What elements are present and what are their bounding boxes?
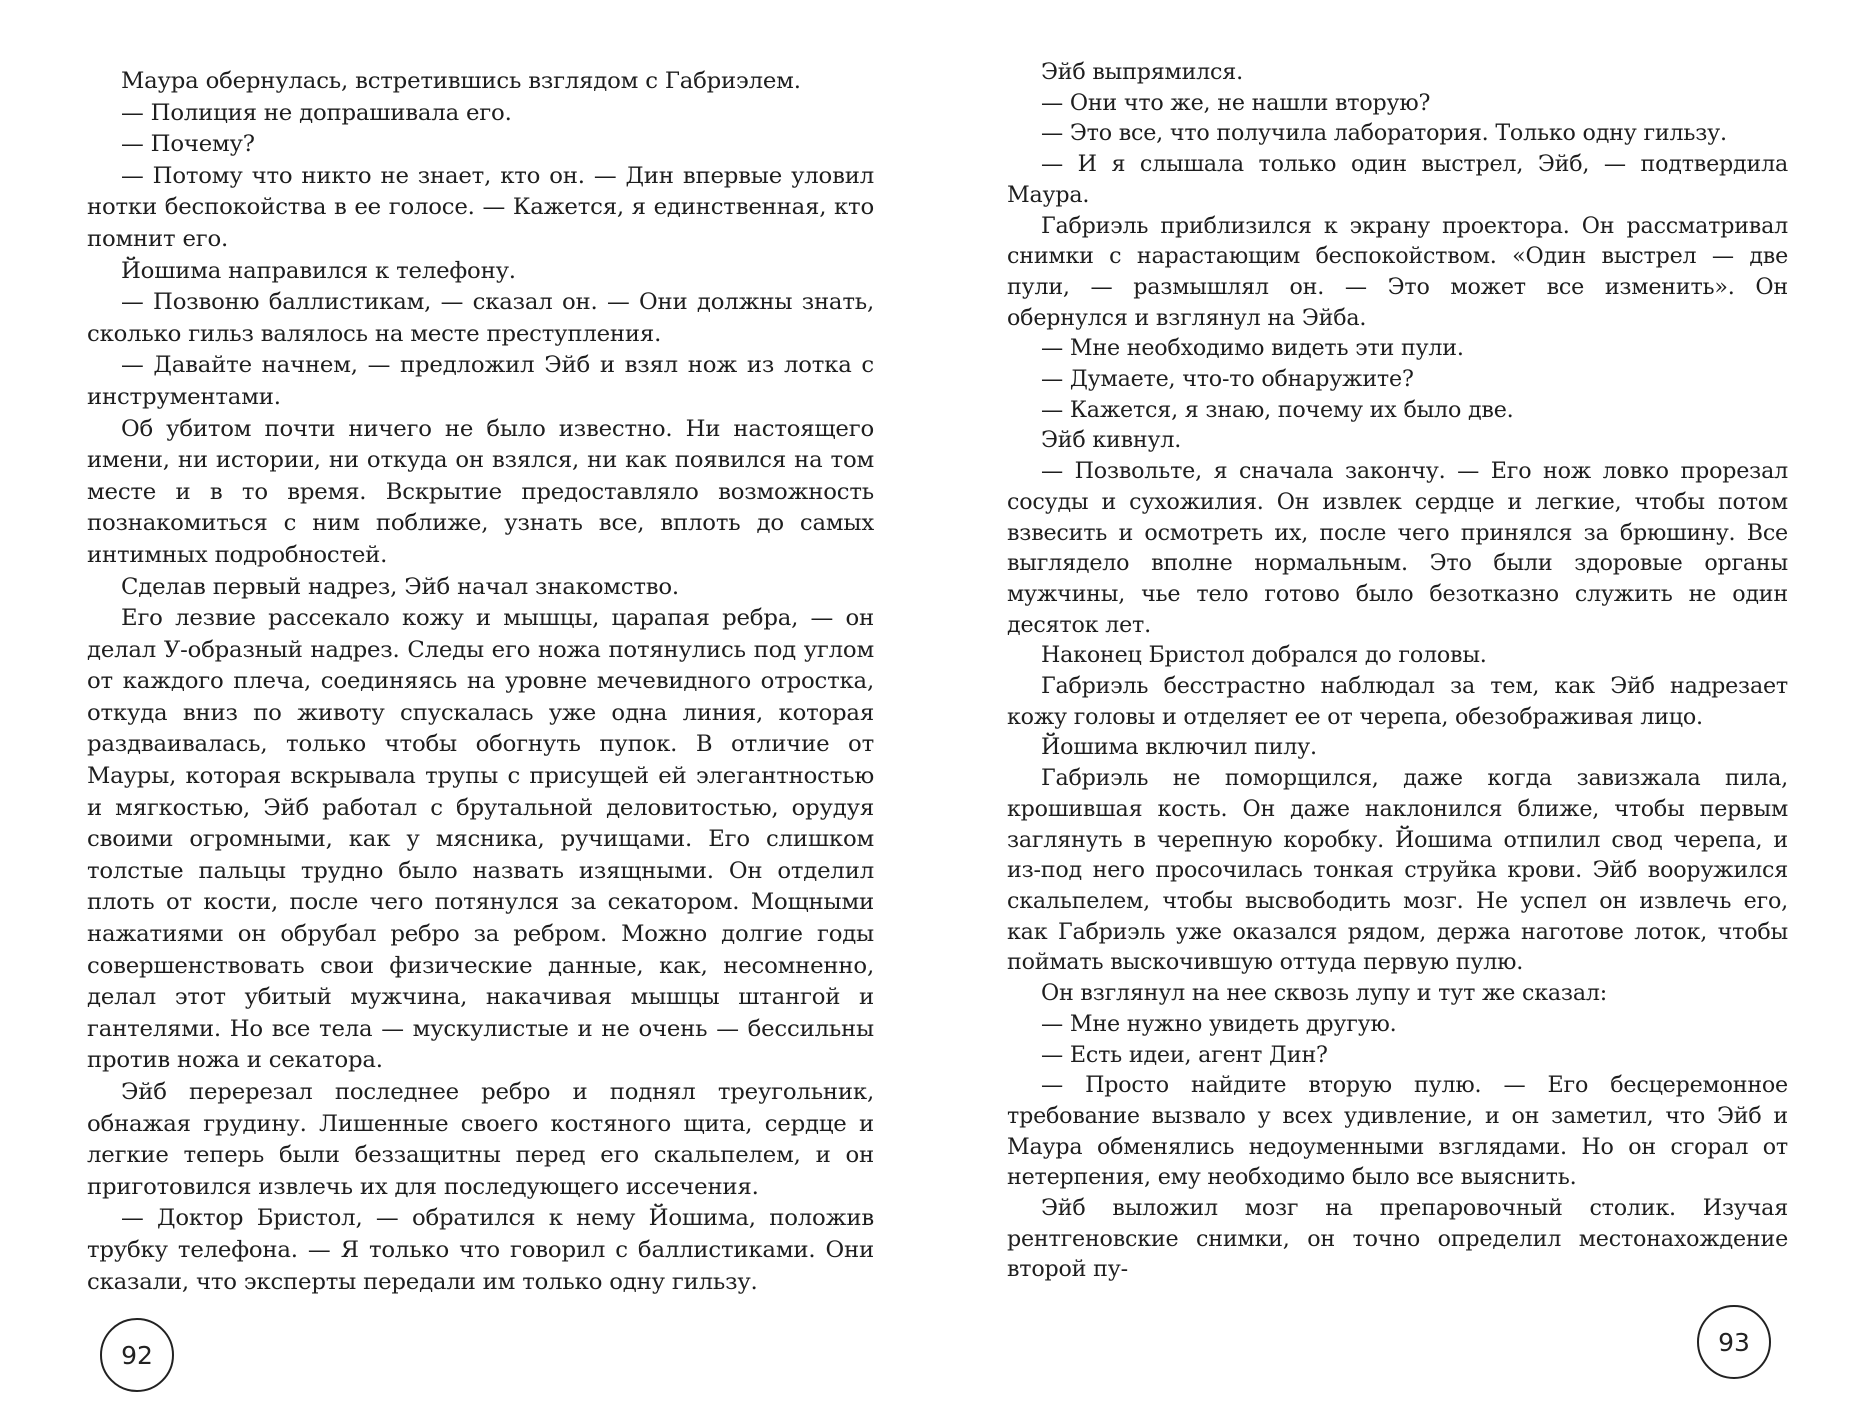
paragraph: Об убитом почти ничего не было известно. Ни настоящего имени, ни истории, ни откуда он взялся, ни как появился на том месте и в то время. Вскрытие предоставляло возможность познакомиться с ним поближе, узнать все, вплоть до самых интимных подробностей. — [87, 415, 874, 568]
paragraph: Габриэль бесстрастно наблюдал за тем, как Эйб надрезает кожу головы и отделяет ее от черепа, обезображивая лицо. — [1007, 673, 1788, 730]
paragraph: Наконец Бристол добрался до головы. — [1041, 642, 1487, 669]
paragraph: — Позвольте, я сначала закончу. — Его нож ловко прорезал сосуды и сухожилия. Он извлек сердце и легкие, чтобы потом взвесить и осмотреть их, после чего принялся за брюшину. Все выглядело вполне нормальным. Это были здоровые органы мужчины, чье тело готово было безотказно служить не один десяток лет. — [1007, 458, 1788, 638]
page-number-left: 92 — [100, 1318, 174, 1392]
paragraph: — Они что же, не нашли вторую? — [1041, 89, 1431, 116]
left-page-text — [87, 66, 874, 1298]
paragraph: — Есть идеи, агент Дин? — [1041, 1041, 1328, 1068]
paragraph: Эйб выложил мозг на препаровочный столик. Изучая рентгеновские снимки, он точно определил местонахождение второй пу- — [1007, 1195, 1788, 1283]
paragraph: — И я слышала только один выстрел, Эйб, — подтвердила Маура. — [1007, 151, 1788, 208]
paragraph: — Просто найдите вторую пулю. — Его бесцеремонное требование вызвало у всех удивление, и он заметил, что Эйб и Маура обменялись недоуменными взглядами. Но он сгорал от нетерпения, ему необходимо было все выяснить. — [1007, 1072, 1788, 1191]
paragraph: — Давайте начнем, — предложил Эйб и взял нож из лотка с инструментами. — [87, 352, 874, 410]
paragraph: — Полиция не допрашивала его. — [121, 99, 512, 126]
paragraph: Эйб выпрямился. — [1041, 59, 1243, 85]
paragraph: — Почему? — [121, 131, 255, 158]
paragraph: — Доктор Бристол, — обратился к нему Йошима, положив трубку телефона. — Я только что говорил с баллистиками. Они сказали, что эксперты передали им только одну гильзу. — [87, 1205, 874, 1295]
paragraph: Его лезвие рассекало кожу и мышцы, царапая ребра, — он делал У-образный надрез. Следы его ножа потянулись под углом от каждого плеча, соединяясь на уровне мечевидного отростка, откуда вниз по животу спускалась уже одна линия, которая раздваивалась, только чтобы обогнуть пупок. В отличие от Мауры, которая вскрывала трупы с присущей ей элегантностью и мягкостью, Эйб работал с брутальной деловитостью, орудуя своими огромными, как у мясника, ручищами. Его слишком толстые пальцы трудно было назвать изящными. Он отделил плоть от кости, после чего потянулся за секатором. Мощными нажатиями он обрубал ребро за ребром. Можно долгие годы совершенствовать свои физические данные, как, несомненно, делал этот убитый мужчина, накачивая мышцы штангой и гантелями. Но все тела — мускулистые и не очень — бессильны против ножа и секатора. — [87, 605, 874, 1074]
paragraph: Габриэль не поморщился, даже когда завизжала пила, крошившая кость. Он даже наклонился ближе, чтобы первым заглянуть в черепную коробку. Йошима отпилил свод черепа, и из-под него просочилась тонкая струйка крови. Эйб вооружился скальпелем, чтобы высвободить мозг. Не успел он извлечь его, как Габриэль уже оказался рядом, держа наготове лоток, чтобы поймать выскочившую оттуда первую пулю. — [1007, 765, 1788, 976]
paragraph: — Это все, что получила лаборатория. Только одну гильзу. — [1041, 120, 1727, 147]
paragraph: — Думаете, что-то обнаружите? — [1041, 366, 1414, 393]
paragraph: — Мне нужно увидеть другую. — [1041, 1010, 1397, 1037]
paragraph: Он взглянул на нее сквозь лупу и тут же сказал: — [1041, 980, 1608, 1007]
right-page-text — [1007, 57, 1788, 1285]
paragraph: Йошима включил пилу. — [1041, 734, 1317, 761]
paragraph: Йошима направился к телефону. — [121, 257, 516, 284]
paragraph: Эйб кивнул. — [1041, 427, 1182, 454]
paragraph: Эйб перерезал последнее ребро и поднял треугольник, обнажая грудину. Лишенные своего костяного щита, сердце и легкие теперь были беззащитны перед его скальпелем, и он приготовился извлечь их для последующего иссечения. — [87, 1079, 874, 1200]
page-number-right: 93 — [1697, 1305, 1771, 1379]
paragraph: Габриэль приблизился к экрану проектора. Он рассматривал снимки с нарастающим беспокойством. «Один выстрел — две пули, — размышлял он. — Это может все изменить». Он обернулся и взглянул на Эйба. — [1007, 212, 1788, 331]
paragraph: — Мне необходимо видеть эти пули. — [1041, 335, 1464, 362]
paragraph: Сделав первый надрез, Эйб начал знакомство. — [121, 573, 679, 600]
paragraph: — Кажется, я знаю, почему их было две. — [1041, 396, 1514, 423]
paragraph: — Позвоню баллистикам, — сказал он. — Они должны знать, сколько гильз валялось на месте преступления. — [87, 289, 874, 347]
paragraph: — Потому что никто не знает, кто он. — Дин впервые уловил нотки беспокойства в ее голосе. — Кажется, я единственная, кто помнит его. — [87, 162, 874, 252]
paragraph: Маура обернулась, встретившись взглядом с Габриэлем. — [121, 68, 801, 94]
